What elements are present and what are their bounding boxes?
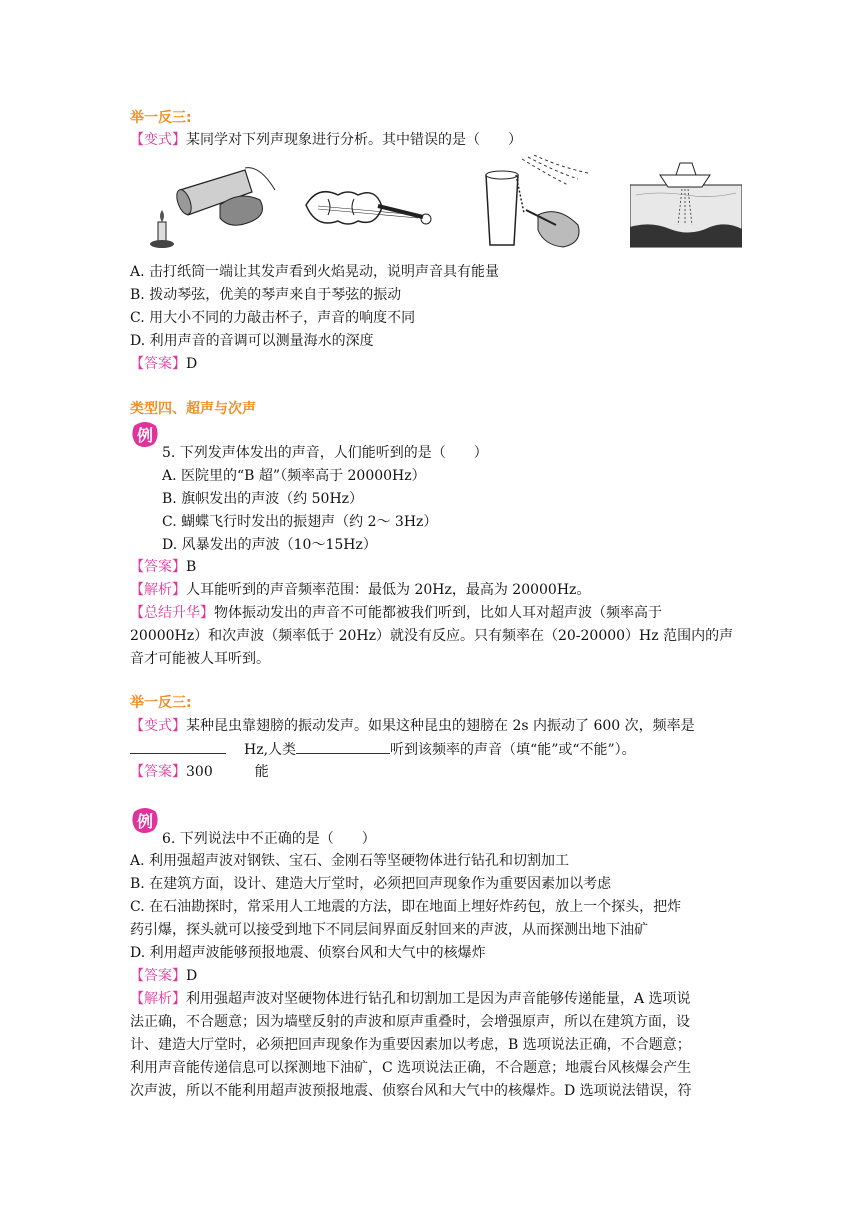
option-d: D. 利用声音的音调可以测量海水的深度: [130, 333, 374, 349]
section-heading: 举一反三:: [130, 695, 192, 711]
analysis-text: 人耳能听到的声音频率范围：最低为 20Hz，最高为 20000Hz。: [186, 582, 591, 598]
question-line-2: [130, 739, 636, 760]
answer-tag: 【答案】: [130, 356, 186, 372]
example6-option-d: D. 利用超声波能够预报地震、侦察台风和大气中的核爆炸: [130, 945, 486, 961]
question-text: 某种昆虫靠翅膀的振动发声。如果这种昆虫的翅膀在 2s 内振动了 600 次，频率是: [186, 718, 695, 734]
example6-analysis-line: 计、建造大厅堂时，必须把回声现象作为重要因素加以考虑，B 选项说法正确，不合题意；: [130, 1037, 691, 1053]
answer-line: [130, 354, 197, 374]
answer-tag: 【答案】: [130, 559, 186, 575]
section2-answer: [130, 762, 269, 782]
fill-blank-can-hear[interactable]: [296, 739, 390, 754]
analysis-tag: 【解析】: [130, 991, 186, 1007]
question-line: [130, 130, 522, 150]
ship-sonar-figure: [630, 155, 742, 250]
question-tail: 听到该频率的声音（填“能”或“不能”）。: [390, 742, 636, 758]
example5-summary-line: 音才可能被人耳听到。: [130, 651, 270, 667]
example5-option-b: B. 旗帜发出的声波（约 50Hz）: [162, 491, 364, 507]
analysis-tag: 【解析】: [130, 582, 186, 598]
section-heading: 举一反三:: [130, 110, 192, 126]
type4-heading: 类型四、超声与次声: [130, 401, 256, 417]
example5-option-d: D. 风暴发出的声波（10～15Hz）: [162, 537, 377, 553]
option-c: C. 用大小不同的力敲击杯子，声音的响度不同: [130, 310, 416, 326]
example5-option-a: A. 医院里的“B 超”（频率高于 20000Hz）: [162, 468, 426, 484]
answer-value: 300 能: [186, 764, 269, 780]
example6-option-b: B. 在建筑方面，设计、建造大厅堂时，必须把回声现象作为重要因素加以考虑: [130, 876, 612, 892]
example6-analysis-line: [130, 989, 691, 1009]
example-badge-icon: [130, 420, 160, 450]
violin-figure: [298, 175, 433, 245]
example6-option-c: C. 在石油勘探时，常采用人工地震的方法，即在地面上埋好炸药包，放上一个探头，把炸: [130, 899, 682, 915]
example6-analysis-line: 利用声音能传递信息可以探测地下油矿，C 选项说法正确，不合题意；地震台风核爆会产生: [130, 1060, 692, 1076]
example-badge-icon: [130, 806, 160, 836]
summary-text: 物体振动发出的声音不可能都被我们听到，比如人耳对超声波（频率高于: [214, 605, 662, 621]
example5-summary-line: [130, 603, 662, 623]
analysis-text: 利用强超声波对坚硬物体进行钻孔和切割加工是因为声音能够传递能量，A 选项说: [186, 991, 691, 1007]
answer-value: B: [186, 559, 197, 575]
option-a: A. 击打纸筒一端让其发声看到火焰晃动，说明声音具有能量: [130, 264, 500, 280]
question-tag: 【变式】: [130, 718, 186, 734]
question-text: 某同学对下列声现象进行分析。其中错误的是（ ）: [186, 132, 522, 148]
badge-label: 例: [136, 812, 154, 831]
example5-answer: [130, 557, 196, 577]
cup-striking-figure: [478, 155, 593, 250]
example5-analysis: [130, 580, 590, 600]
answer-tag: 【答案】: [130, 764, 186, 780]
example6-analysis-line: 法正确，不合题意；因为墙壁反射的声波和原声重叠时，会增强原声，所以在建筑方面，设: [130, 1014, 690, 1030]
example6-question: 6. 下列说法中不正确的是（ ）: [162, 831, 376, 847]
paper-tube-candle-figure: [150, 160, 280, 250]
question-line: [130, 716, 695, 736]
example6-analysis-line: 次声波，所以不能利用超声波预报地震、侦察台风和大气中的核爆炸。D 选项说法错误，符: [130, 1083, 692, 1099]
fill-blank-frequency[interactable]: [130, 739, 226, 754]
example6-option-a: A. 利用强超声波对钢铁、宝石、金刚石等坚硬物体进行钻孔和切割加工: [130, 853, 570, 869]
option-b: B. 拨动琴弦，优美的琴声来自于琴弦的振动: [130, 287, 402, 303]
answer-value: D: [186, 356, 198, 372]
example6-answer: [130, 966, 197, 986]
example6-option-c-cont: 药引爆，探头就可以接受到地下不同层间界面反射回来的声波，从而探测出地下油矿: [130, 922, 648, 938]
answer-tag: 【答案】: [130, 968, 186, 984]
unit-text: Hz,人类: [244, 742, 297, 758]
answer-value: D: [186, 968, 198, 984]
example5-summary-line: 20000Hz）和次声波（频率低于 20Hz）就没有反应。只有频率在（20-20000）Hz 范围内的声: [130, 628, 734, 644]
example5-question: 5. 下列发声体发出的声音，人们能听到的是（ ）: [162, 445, 488, 461]
badge-label: 例: [136, 426, 154, 445]
question-tag: 【变式】: [130, 132, 186, 148]
example5-option-c: C. 蝴蝶飞行时发出的振翅声（约 2～ 3Hz）: [162, 514, 438, 530]
summary-tag: 【总结升华】: [130, 605, 214, 621]
